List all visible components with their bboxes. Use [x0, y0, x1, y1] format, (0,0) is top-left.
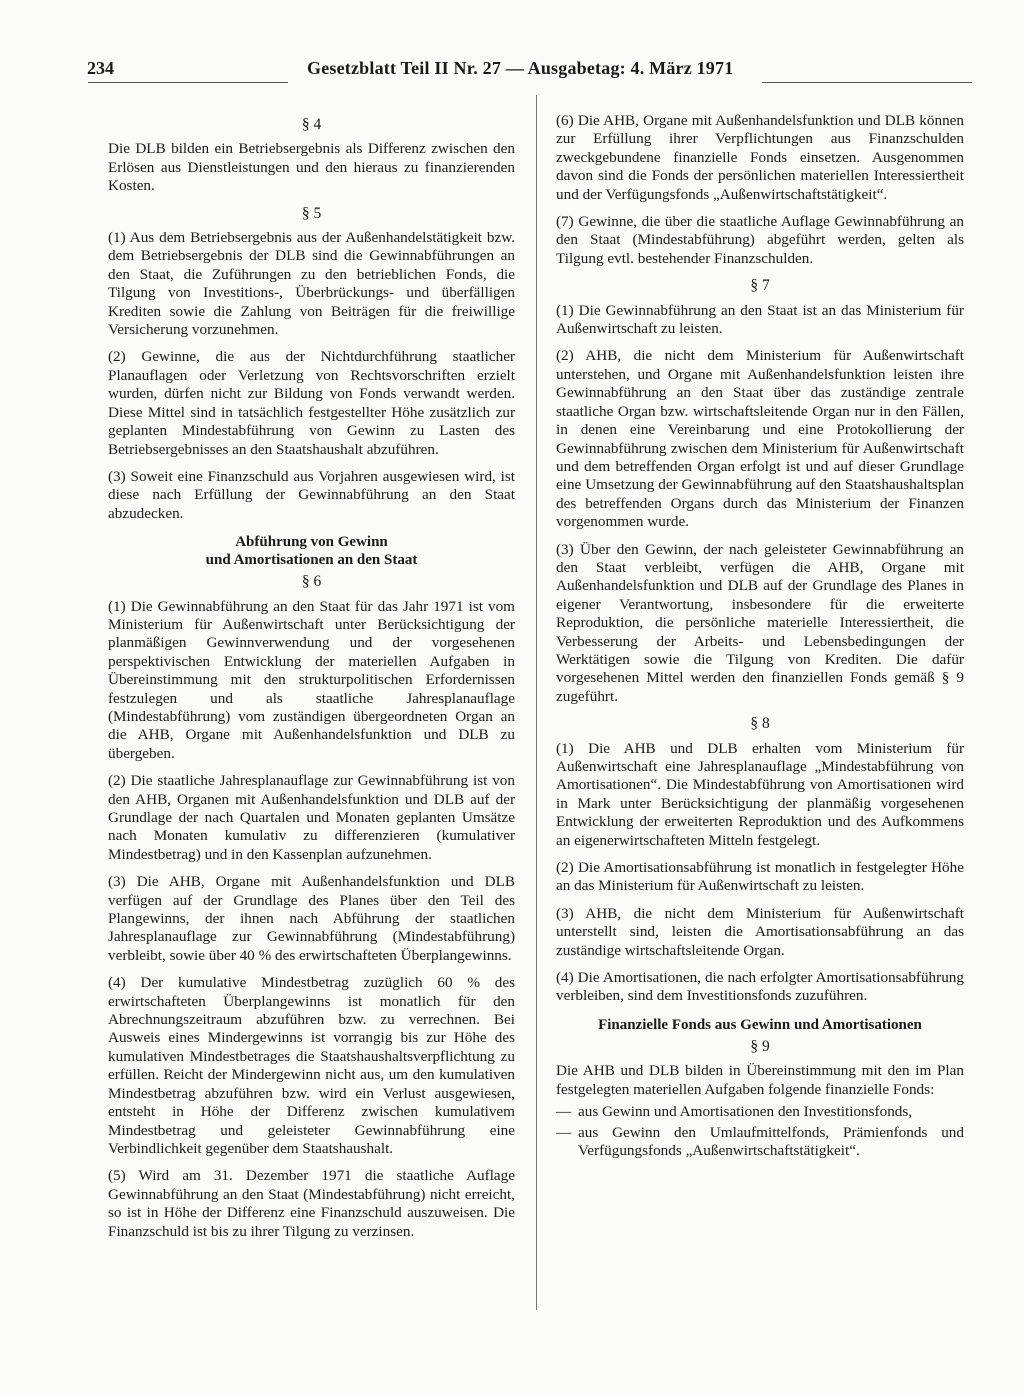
heading-abfuehrung-line-2: und Amortisationen an den Staat [205, 552, 418, 569]
column-divider [536, 95, 537, 1310]
section-8-paragraph-4: (4) Die Amortisationen, die nach erfolgter Amortisationsabführung verbleiben, sind dem Investitionsfonds zuzuführen. [556, 969, 964, 1005]
section-7-paragraph-3: (3) Über den Gewinn, der nach geleisteter Gewinnabführung an den Staat verbleibt, verfügen die AHB, Organe mit Außenhandelsfunktion und DLB auf der Grundlage des Planes in eigener Verantwortung, insbesondere für die erweiterte Reproduktion, die persönliche materielle Interessiertheit, die Verbesserung der Arbeits- und Lebensbedingungen der Werktätigen sowie die Tilgung von Krediten. Die dafür vorgesehenen Mittel werden den finanziellen Fonds gemäß § 9 zugeführt. [556, 540, 964, 705]
section-6-paragraph-2: (2) Die staatliche Jahresplanauflage zur Gewinnabführung ist von den AHB, Organen mit Außenhandelsfunktion und DLB auf der Grundlage der nach Quartalen und Monaten geplanten Umsätze nach Monaten kumulativ zu differenzieren (kumulativer Mindestbetrag) und in den Kassenplan aufzunehmen. [108, 772, 515, 863]
header-rule-right [762, 82, 972, 83]
section-6-paragraph-7: (7) Gewinne, die über die staatliche Auflage Gewinnabführung an den Staat (Mindestabführung) abgeführt werden, gelten als Tilgung evtl. bestehender Finanzschulden. [556, 213, 964, 267]
list-item-text: aus Gewinn und Amortisationen den Investitionsfonds, [578, 1103, 913, 1121]
list-item-text: aus Gewinn den Umlaufmittelfonds, Prämienfonds und Verfügungsfonds „Außenwirtschaftstätigkeit“. [578, 1123, 964, 1159]
section-7-paragraph-2: (2) AHB, die nicht dem Ministerium für Außenwirtschaft unterstehen, und Organe mit Außenhandelsfunktion leisten ihre Gewinnabführung an den Staat über das zuständige zentrale staatliche Organ bzw. wirtschaftsleitende Organ nur in den Fällen, in denen eine Vereinbarung und eine Protokollierung der Gewinnabführung zwischen dem Ministerium für Außenwirtschaft und dem betreffenden Organ erfolgt ist und auf dieser Grundlage eine Umsetzung der Gewinnabführung auf den Staatshaushaltsplan des betreffenden Organs durch das Ministerium der Finanzen vorgenommen wurde. [556, 347, 964, 531]
section-8-title: § 8 [750, 715, 770, 733]
section-8-paragraph-3: (3) AHB, die nicht dem Ministerium für Außenwirtschaft unterstellt sind, leisten die Amortisationsabführung an das zuständige wirtschaftsleitende Organ. [556, 904, 964, 959]
header-rule-left [88, 82, 288, 83]
list-item [556, 1103, 964, 1121]
running-title: Gesetzblatt Teil II Nr. 27 — Ausgabetag: 4. März 1971 [307, 58, 734, 78]
list-item [556, 1124, 964, 1161]
page-number: 234 [87, 58, 114, 78]
heading-abfuehrung-line-1: Abführung von Gewinn [235, 534, 388, 551]
section-4-paragraph-1: Die DLB bilden ein Betriebsergebnis als Differenz zwischen den Erlösen aus Dienstleistungen und den hieraus zu finanzierenden Kosten. [108, 140, 515, 195]
section-5-paragraph-3: (3) Soweit eine Finanzschuld aus Vorjahren ausgewiesen wird, ist diese nach Erfüllung der Gewinnabführung an den Staat abzudecken. [108, 467, 515, 522]
right-column [556, 112, 964, 1162]
section-5-paragraph-2: (2) Gewinne, die aus der Nichtdurchführung staatlicher Planauflagen oder Verletzung von Rechtsvorschriften erzielt wurden, dürfen nicht zur Bildung von Fonds verwandt werden. Diese Mittel sind in tatsächlich festgestellter Höhe zusätzlich zur geplanten Mindestabführung von Gewinn zu Lasten des Betriebsergebnisses an den Staatshaushalt abzuführen. [108, 348, 515, 458]
section-6-title: § 6 [301, 573, 322, 591]
section-9-title: § 9 [750, 1037, 770, 1055]
section-6-paragraph-3: (3) Die AHB, Organe mit Außenhandelsfunktion und DLB verfügen auf der Grundlage des Planes über den Teil des Plangewinns, der ihnen nach Abführung der staatlichen Jahresplanauflage zur Gewinnabführung (Mindestabführung) verbleibt, sowie über 40 % des erwirtschafteten Überplangewinns. [108, 873, 515, 964]
section-9-paragraph-1: Die AHB und DLB bilden in Übereinstimmung mit den im Plan festgelegten materiellen Aufgaben folgende finanzielle Fonds: [556, 1062, 964, 1098]
page-header [87, 58, 972, 80]
section-6-paragraph-4: (4) Der kumulative Mindestbetrag zuzüglich 60 % des erwirtschafteten Überplangewinns ist monatlich für den Abrechnungszeitraum abzuführen bzw. zu verrechnen. Bei Ausweis eines Mindergewinns ist vorrangig bis zur Höhe des kumulativen Mindestbetrages die Staatshaushaltsverpflichtung zu erfüllen. Reicht der Mindergewinn nicht aus, um den kumulativen Mindestbetrag abzuführen bzw. wird ein Verlust ausgewiesen, entsteht in Höhe der Differenz zwischen kumulativem Mindestbetrag und geleisteter Gewinnabführung eine Verbindlichkeit gegenüber dem Staatshaushalt. [108, 974, 515, 1157]
left-column [108, 112, 515, 1250]
section-8-paragraph-2: (2) Die Amortisationsabführung ist monatlich in festgelegter Höhe an das Ministerium für Außenwirtschaft zu leisten. [556, 859, 964, 895]
fonds-list [556, 1103, 964, 1160]
section-7-paragraph-1: (1) Die Gewinnabführung an den Staat ist an das Ministerium für Außenwirtschaft zu leisten. [556, 301, 964, 338]
section-6-paragraph-5: (5) Wird am 31. Dezember 1971 die staatliche Auflage Gewinnabführung an den Staat (Mindestabführung) nicht erreicht, so ist in Höhe der Differenz eine Finanzschuld auszuweisen. Die Finanzschuld ist bis zu ihrer Tilgung zu verzinsen. [108, 1167, 515, 1240]
section-6-paragraph-1: (1) Die Gewinnabführung an den Staat für das Jahr 1971 ist vom Ministerium für Außenwirtschaft unter Berücksichtigung der planmäßigen Gewinnverwendung und der vorgesehenen perspektivischen Entwicklung der materiellen Aufgaben in Übereinstimmung mit den strukturpolitischen Erfordernissen festzulegen und als staatliche Jahresplanauflage (Mindestabführung) vom zuständigen übergeordneten Organ an die AHB, Organe mit Außenhandelsfunktion und DLB zu übergeben. [108, 597, 515, 762]
section-8-paragraph-1: (1) Die AHB und DLB erhalten vom Ministerium für Außenwirtschaft eine Jahresplanauflage „Mindestabführung von Amortisationen“. Die Mindestabführung von Amortisationen wird in Mark unter Berücksichtigung der planmäßig vorgesehenen Entwicklung der erweiterten Reproduktion und des Aufkommens an eigenerwirtschafteten Mitteln festgelegt. [556, 739, 964, 849]
dash-bullet: — [556, 1103, 572, 1121]
section-4-title: § 4 [301, 116, 322, 133]
dash-bullet: — [556, 1123, 572, 1141]
heading-abfuehrung [108, 533, 515, 569]
section-5-title: § 5 [301, 204, 322, 222]
heading-finanzielle-fonds: Finanzielle Fonds aus Gewinn und Amortisationen [598, 1016, 922, 1033]
section-7-title: § 7 [750, 277, 770, 295]
section-5-paragraph-1: (1) Aus dem Betriebsergebnis aus der Außenhandelstätigkeit bzw. dem Betriebsergebnis der DLB sind die Gewinnabführungen an den Staat, die Zuführungen zu den betrieblichen Fonds, die Tilgung von Investitions-, Überbrückungs- und überfälligen Krediten sowie die Zahlung von Beiträgen für die freiwillige Versicherung vorzunehmen. [108, 229, 515, 339]
section-6-paragraph-6: (6) Die AHB, Organe mit Außenhandelsfunktion und DLB können zur Erfüllung ihrer Verpflichtungen aus Finanzschulden zweckgebundene finanzielle Fonds einsetzen. Ausgenommen davon sind die Fonds der persönlichen materiellen Interessiertheit und der Verfügungsfonds „Außenwirtschaftstätigkeit“. [556, 112, 964, 203]
